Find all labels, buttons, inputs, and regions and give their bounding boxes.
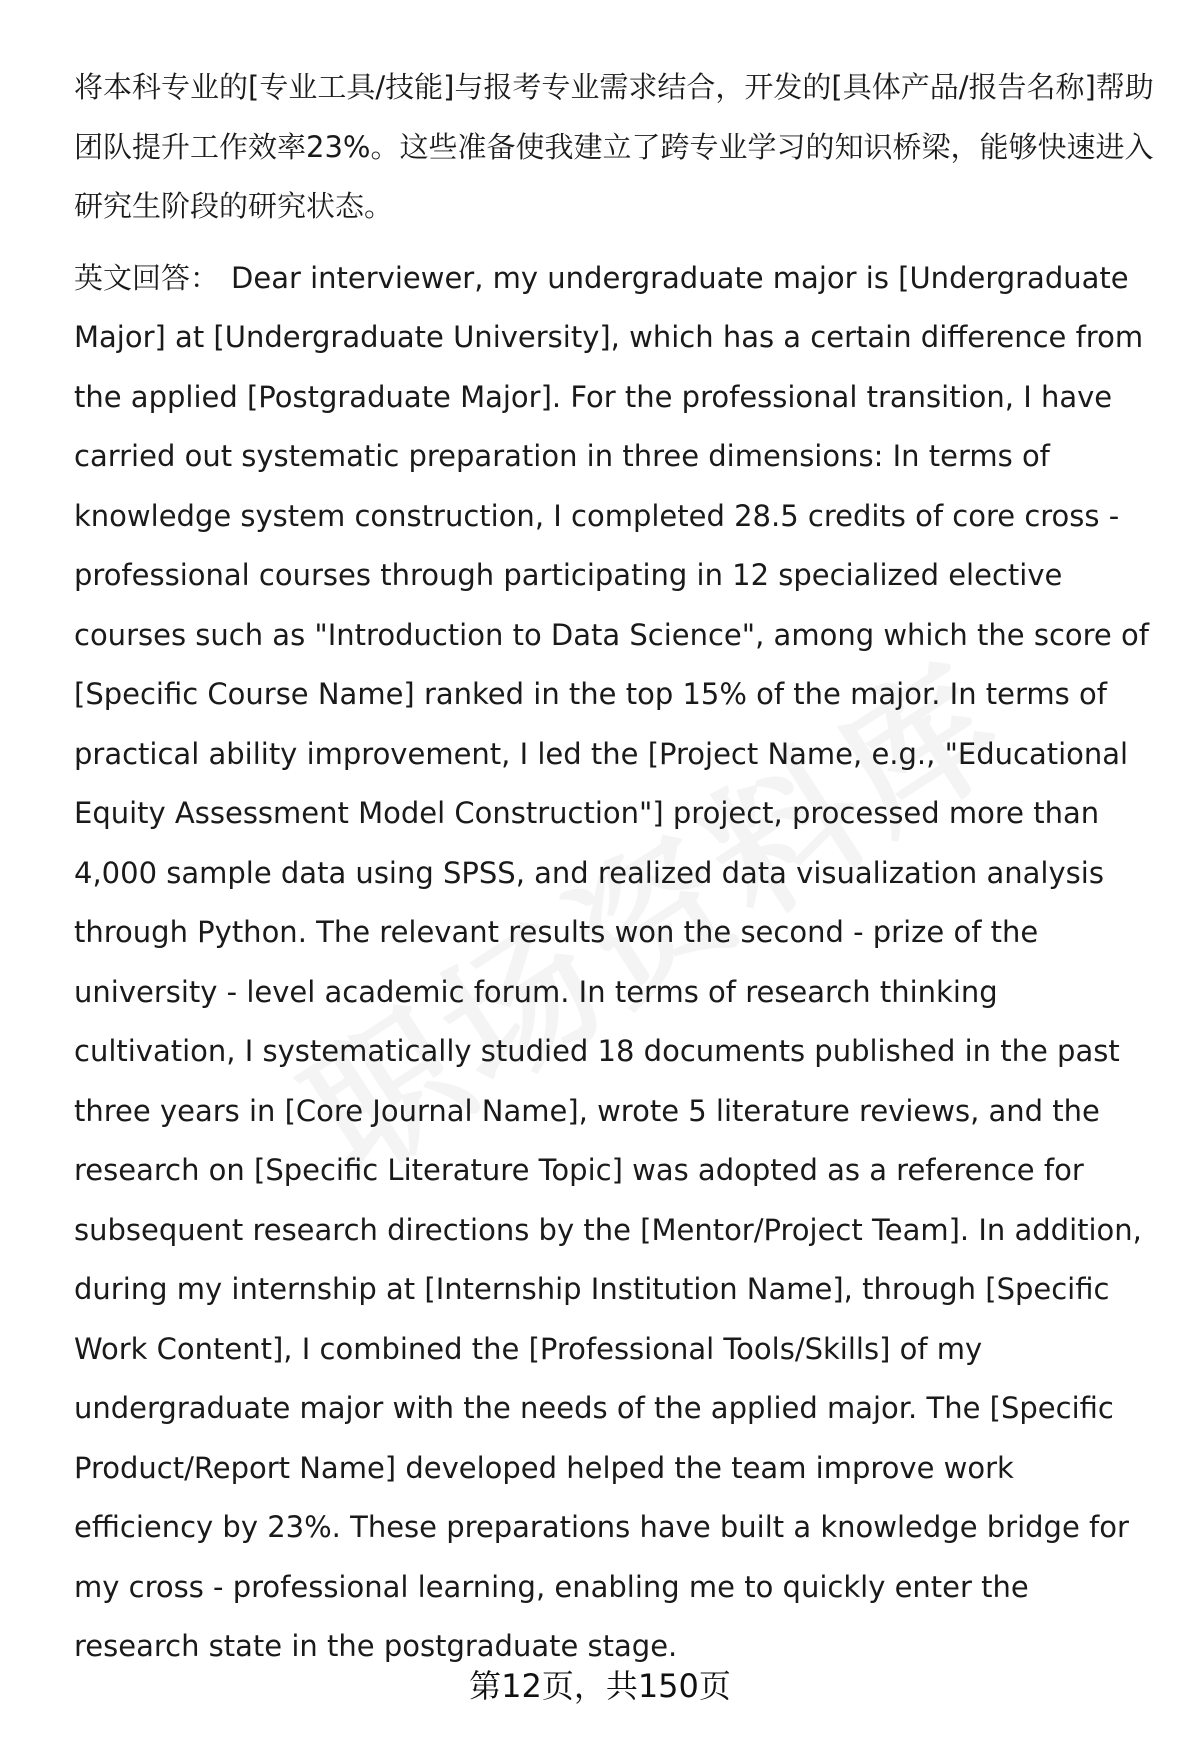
document-body	[74, 58, 1154, 1677]
english-answer-text: Dear interviewer, my undergraduate major is [Undergraduate Major] at [Undergraduate University], which has a certain difference from the applied [Postgraduate Major]. For the professional transition, I have carried out systematic preparation in three dimensions: In terms of knowledge system construction, I completed 28.5 credits of core cross - professional courses through participating in 12 specialized elective courses such as "Introduction to Data Science", among which the score of [Specific Course Name] ranked in the top 15% of the major. In terms of practical ability improvement, I led the [Project Name, e.g., "Educational Equity Assessment Model Construction"] project, processed more than 4,000 sample data using SPSS, and realized data visualization analysis through Python. The relevant results won the second - prize of the university - level academic forum. In terms of research thinking cultivation, I systematically studied 18 documents published in the past three years in [Core Journal Name], wrote 5 literature reviews, and the research on [Specific Literature Topic] was adopted as a reference for subsequent research directions by the [Mentor/Project Team]. In addition, during my internship at [Internship Institution Name], through [Specific Work Content], I combined the [Professional Tools/Skills] of my undergraduate major with the needs of the applied major. The [Specific Product/Report Name] developed helped the team improve work efficiency by 23%. These preparations have built a knowledge bridge for my cross - professional learning, enabling me to quickly enter the research state in the postgraduate stage.	[74, 260, 1149, 1663]
english-answer-paragraph	[74, 249, 1154, 1677]
chinese-answer-continuation: 将本科专业的[专业工具/技能]与报考专业需求结合，开发的[具体产品/报告名称]帮助团队提升工作效率23%。这些准备使我建立了跨专业学习的知识桥梁，能够快速进入研究生阶段的研究状态。	[74, 70, 1154, 223]
page-number-footer: 第12页，共150页	[469, 1667, 731, 1705]
english-answer-label: 英文回答：	[74, 260, 220, 295]
